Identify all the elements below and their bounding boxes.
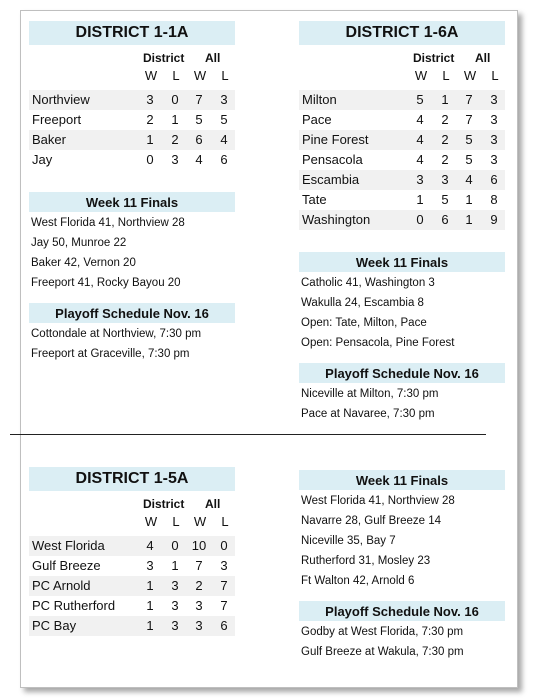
- record-dw: 4: [146, 538, 154, 553]
- team-name: Gulf Breeze: [32, 558, 101, 573]
- district-header: District: [143, 51, 185, 65]
- playoff-game: Cottondale at Northview, 7:30 pm: [31, 328, 202, 340]
- playoff-title: Playoff Schedule Nov. 16: [299, 601, 505, 621]
- district-title: DISTRICT 1-6A: [299, 21, 505, 45]
- playoff-game: Godby at West Florida, 7:30 pm: [301, 626, 464, 638]
- w-header: W: [463, 68, 477, 83]
- record-aw: 5: [195, 112, 203, 127]
- playoff-game: Niceville at Milton, 7:30 pm: [301, 388, 439, 400]
- w-header: W: [193, 514, 207, 529]
- record-aw: 1: [465, 192, 473, 207]
- record-dl: 6: [441, 212, 449, 227]
- district-header: District: [143, 497, 185, 511]
- record-dw: 5: [416, 92, 424, 107]
- standings-row: [29, 576, 235, 596]
- record-aw: 4: [465, 172, 473, 187]
- record-dl: 5: [441, 192, 449, 207]
- record-dl: 1: [171, 558, 179, 573]
- district-title: DISTRICT 1-1A: [29, 21, 235, 45]
- record-dw: 1: [146, 618, 154, 633]
- record-dw: 1: [416, 192, 424, 207]
- record-aw: 5: [465, 152, 473, 167]
- team-name: Freeport: [32, 112, 82, 127]
- record-dl: 1: [171, 112, 179, 127]
- record-dl: 3: [171, 598, 179, 613]
- standings-row: [299, 170, 505, 190]
- standings-row: [299, 210, 505, 230]
- record-aw: 10: [191, 538, 207, 553]
- record-aw: 6: [195, 132, 203, 147]
- game-result: Niceville 35, Bay 7: [301, 535, 396, 547]
- all-header: All: [205, 497, 221, 511]
- game-result: Ft Walton 42, Arnold 6: [301, 575, 415, 587]
- record-al: 7: [220, 578, 228, 593]
- district-1-5a-section: [29, 467, 235, 636]
- standings-row: [299, 190, 505, 210]
- record-dl: 3: [441, 172, 449, 187]
- playoff-game: Pace at Navaree, 7:30 pm: [301, 408, 435, 420]
- finals-title: Week 11 Finals: [299, 470, 505, 490]
- record-dl: 0: [171, 538, 179, 553]
- record-dl: 0: [171, 92, 179, 107]
- standings-row: [29, 596, 235, 616]
- record-dl: 2: [441, 152, 449, 167]
- finals-title: Week 11 Finals: [299, 252, 505, 272]
- record-al: 6: [490, 172, 498, 187]
- record-aw: 7: [465, 112, 473, 127]
- team-name: Tate: [302, 192, 327, 207]
- district-header: District: [413, 51, 455, 65]
- record-dw: 3: [146, 558, 154, 573]
- record-dl: 2: [441, 132, 449, 147]
- team-name: Baker: [32, 132, 66, 147]
- l-header: L: [491, 68, 499, 83]
- record-al: 5: [220, 112, 228, 127]
- record-al: 6: [220, 152, 228, 167]
- standings-row: [299, 150, 505, 170]
- record-aw: 2: [195, 578, 203, 593]
- team-name: Milton: [302, 92, 337, 107]
- district-title: DISTRICT 1-5A: [29, 467, 235, 491]
- standings-row: [29, 90, 235, 110]
- record-aw: 7: [195, 92, 203, 107]
- w-header: W: [193, 68, 207, 83]
- record-aw: 7: [465, 92, 473, 107]
- l-header: L: [221, 514, 229, 529]
- record-dw: 4: [416, 132, 424, 147]
- record-dl: 2: [441, 112, 449, 127]
- all-header: All: [475, 51, 491, 65]
- district-1-1a-section: [29, 21, 235, 364]
- team-name: Escambia: [302, 172, 360, 187]
- game-result: Baker 42, Vernon 20: [31, 257, 136, 269]
- playoff-game: Gulf Breeze at Wakula, 7:30 pm: [301, 646, 464, 658]
- standings-row: [29, 110, 235, 130]
- playoff-title: Playoff Schedule Nov. 16: [299, 363, 505, 383]
- record-dw: 1: [146, 132, 154, 147]
- district-1-5a-results: [299, 470, 505, 662]
- record-dl: 3: [171, 578, 179, 593]
- standings-row: [299, 130, 505, 150]
- l-header: L: [442, 68, 450, 83]
- game-result: West Florida 41, Northview 28: [31, 217, 185, 229]
- record-al: 8: [490, 192, 498, 207]
- record-aw: 4: [195, 152, 203, 167]
- record-al: 3: [220, 558, 228, 573]
- record-al: 7: [220, 598, 228, 613]
- record-al: 6: [220, 618, 228, 633]
- record-dw: 0: [146, 152, 154, 167]
- record-al: 9: [490, 212, 498, 227]
- w-header: W: [144, 514, 158, 529]
- team-name: Washington: [302, 212, 371, 227]
- standings-row: [29, 130, 235, 150]
- record-al: 0: [220, 538, 228, 553]
- game-result: Navarre 28, Gulf Breeze 14: [301, 515, 441, 527]
- standings-row: [299, 90, 505, 110]
- playoff-title: Playoff Schedule Nov. 16: [29, 303, 235, 323]
- l-header: L: [172, 514, 180, 529]
- game-result: Catholic 41, Washington 3: [301, 277, 435, 289]
- record-dw: 4: [416, 112, 424, 127]
- team-name: PC Arnold: [32, 578, 91, 593]
- section-divider: [10, 434, 486, 435]
- record-dl: 3: [171, 618, 179, 633]
- standings-row: [299, 110, 505, 130]
- l-header: L: [172, 68, 180, 83]
- team-name: Pace: [302, 112, 332, 127]
- w-header: W: [144, 68, 158, 83]
- record-dw: 3: [146, 92, 154, 107]
- team-name: Jay: [32, 152, 53, 167]
- record-dw: 0: [416, 212, 424, 227]
- game-result: Freeport 41, Rocky Bayou 20: [31, 277, 181, 289]
- game-result: Jay 50, Munroe 22: [31, 237, 127, 249]
- game-result: West Florida 41, Northview 28: [301, 495, 455, 507]
- record-dl: 2: [171, 132, 179, 147]
- record-dw: 1: [146, 578, 154, 593]
- record-aw: 3: [195, 598, 203, 613]
- record-dl: 1: [441, 92, 449, 107]
- standings-row: [29, 556, 235, 576]
- standings-row: [29, 616, 235, 636]
- team-name: Pine Forest: [302, 132, 369, 147]
- team-name: PC Bay: [32, 618, 77, 633]
- record-dw: 1: [146, 598, 154, 613]
- district-1-6a-section: [299, 21, 505, 424]
- playoff-game: Freeport at Graceville, 7:30 pm: [31, 348, 190, 360]
- game-result: Open: Pensacola, Pine Forest: [301, 337, 455, 349]
- record-dw: 4: [416, 152, 424, 167]
- record-al: 3: [490, 92, 498, 107]
- record-dw: 2: [146, 112, 154, 127]
- record-dl: 3: [171, 152, 179, 167]
- record-al: 4: [220, 132, 228, 147]
- all-header: All: [205, 51, 221, 65]
- finals-title: Week 11 Finals: [29, 192, 235, 212]
- record-al: 3: [490, 132, 498, 147]
- standings-row: [29, 536, 235, 556]
- record-al: 3: [490, 112, 498, 127]
- record-al: 3: [490, 152, 498, 167]
- record-aw: 3: [195, 618, 203, 633]
- record-aw: 7: [195, 558, 203, 573]
- w-header: W: [414, 68, 428, 83]
- team-name: Northview: [32, 92, 90, 107]
- record-aw: 1: [465, 212, 473, 227]
- record-dw: 3: [416, 172, 424, 187]
- team-name: PC Rutherford: [32, 598, 116, 613]
- l-header: L: [221, 68, 229, 83]
- record-al: 3: [220, 92, 228, 107]
- game-result: Rutherford 31, Mosley 23: [301, 555, 431, 567]
- standings-row: [29, 150, 235, 170]
- game-result: Open: Tate, Milton, Pace: [301, 317, 427, 329]
- game-result: Wakulla 24, Escambia 8: [301, 297, 424, 309]
- team-name: West Florida: [32, 538, 105, 553]
- team-name: Pensacola: [302, 152, 363, 167]
- record-aw: 5: [465, 132, 473, 147]
